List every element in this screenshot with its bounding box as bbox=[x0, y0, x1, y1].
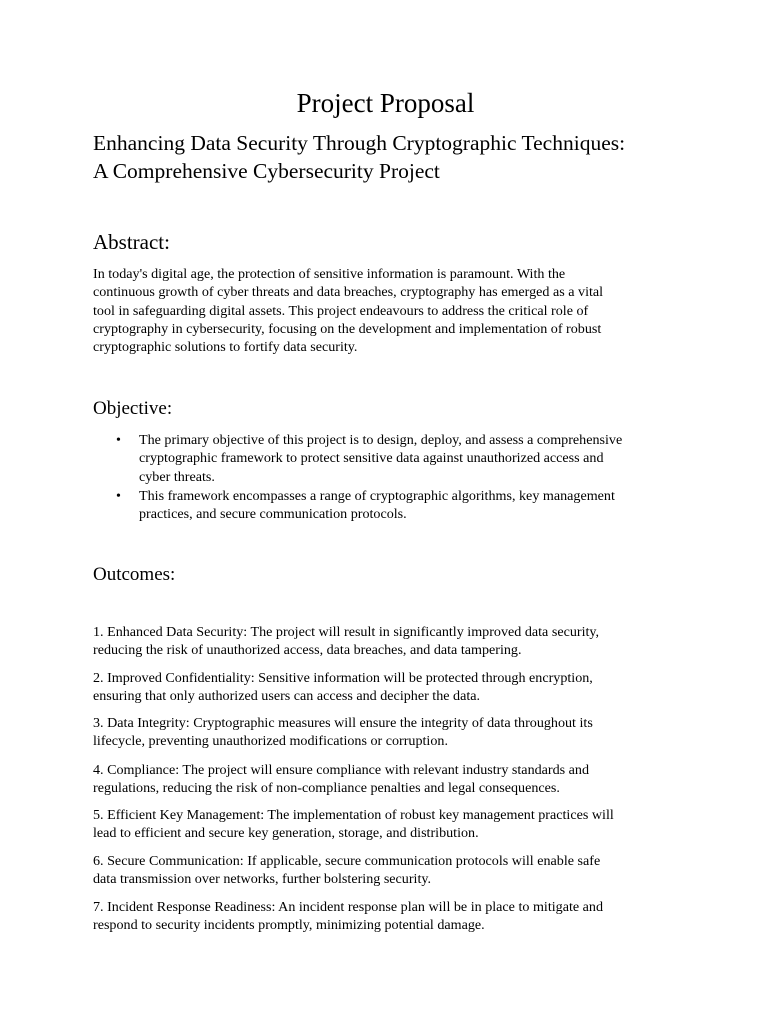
objective-heading: Objective: bbox=[93, 398, 173, 419]
outcomes-heading: Outcomes: bbox=[93, 564, 176, 585]
list-item bbox=[93, 487, 683, 524]
subtitle-line: Enhancing Data Security Through Cryptographic Techniques: bbox=[93, 131, 626, 155]
objective-list bbox=[93, 431, 683, 524]
bullet-line: cyber threats. bbox=[139, 468, 215, 485]
abstract-heading: Abstract: bbox=[93, 230, 170, 254]
abstract-line: cryptographic solutions to fortify data security. bbox=[93, 339, 358, 356]
abstract-line: In today's digital age, the protection of sensitive information is paramount. With the bbox=[93, 266, 566, 282]
outcome-line: data transmission over networks, further bolstering security. bbox=[93, 871, 432, 888]
outcome-item bbox=[93, 669, 683, 706]
outcome-line: 5. Efficient Key Management: The implementation of robust key management practices will bbox=[93, 807, 614, 823]
outcome-item bbox=[93, 806, 683, 843]
document-title: Project Proposal bbox=[296, 88, 475, 118]
outcome-line: regulations, reducing the risk of non-compliance penalties and legal consequences. bbox=[93, 780, 560, 797]
outcome-line: lifecycle, preventing unauthorized modifications or corruption. bbox=[93, 733, 448, 750]
outcome-line: 3. Data Integrity: Cryptographic measures will ensure the integrity of data throughout its bbox=[93, 715, 593, 731]
bullet-icon: • bbox=[116, 487, 121, 504]
outcome-line: 6. Secure Communication: If applicable, secure communication protocols will enable safe bbox=[93, 853, 601, 869]
abstract-line: continuous growth of cyber threats and data breaches, cryptography has emerged as a vital bbox=[93, 284, 604, 301]
outcome-line: respond to security incidents promptly, minimizing potential damage. bbox=[93, 917, 485, 934]
outcome-line: 4. Compliance: The project will ensure compliance with relevant industry standards and bbox=[93, 762, 590, 778]
outcome-line: ensuring that only authorized users can access and decipher the data. bbox=[93, 688, 481, 705]
bullet-line: The primary objective of this project is to design, deploy, and assess a comprehensive bbox=[139, 432, 623, 448]
outcome-item bbox=[93, 623, 683, 660]
outcome-item bbox=[93, 761, 683, 798]
document-subtitle bbox=[93, 129, 683, 185]
bullet-line: practices, and secure communication protocols. bbox=[139, 506, 407, 523]
outcome-line: 2. Improved Confidentiality: Sensitive information will be protected through encryption, bbox=[93, 670, 593, 686]
outcome-line: reducing the risk of unauthorized access, data breaches, and data tampering. bbox=[93, 642, 522, 659]
outcome-item bbox=[93, 898, 683, 935]
abstract-line: cryptography in cybersecurity, focusing on the development and implementation of robust bbox=[93, 320, 602, 337]
abstract-paragraph bbox=[93, 265, 683, 356]
bullet-line: cryptographic framework to protect sensitive data against unauthorized access and bbox=[139, 450, 604, 467]
outcome-item bbox=[93, 852, 683, 889]
outcome-line: 7. Incident Response Readiness: An incident response plan will be in place to mitigate and bbox=[93, 899, 603, 915]
abstract-line: tool in safeguarding digital assets. This project endeavours to address the critical role of bbox=[93, 302, 589, 319]
outcome-line: lead to efficient and secure key generation, storage, and distribution. bbox=[93, 825, 479, 842]
outcome-item bbox=[93, 714, 683, 751]
subtitle-line: A Comprehensive Cybersecurity Project bbox=[93, 159, 440, 183]
list-item bbox=[93, 431, 683, 486]
bullet-icon: • bbox=[116, 432, 121, 448]
bullet-line: This framework encompasses a range of cryptographic algorithms, key management bbox=[139, 487, 615, 504]
outcome-line: 1. Enhanced Data Security: The project will result in significantly improved data security, bbox=[93, 624, 600, 640]
